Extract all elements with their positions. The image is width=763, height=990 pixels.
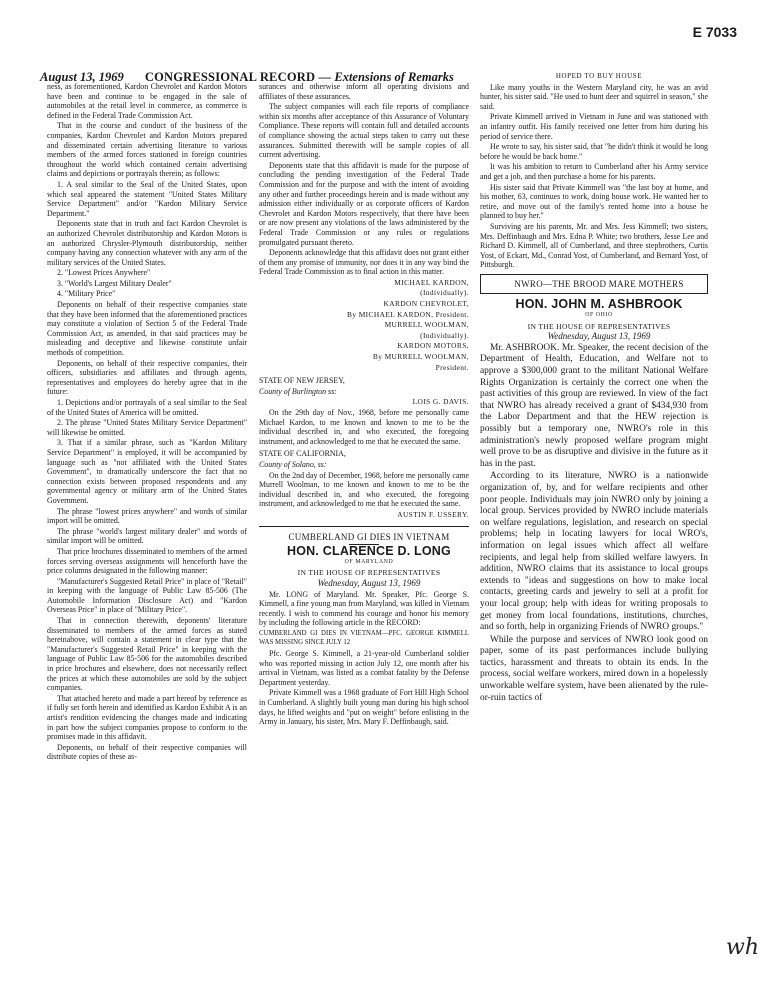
paragraph: On the 29th day of Nov., 1968, before me personally came Michael Kardon, to me known and known to me to be the individual described in, and who executed, the foregoing instrument, and acknowledged to me that he executed the same.: [259, 408, 469, 446]
state-line: STATE OF CALIFORNIA,: [259, 449, 346, 459]
paragraph: The subject companies will each file reports of compliance within six months after acceptance of this Assurance of Voluntary Compliance. These reports will contain full and detailed accounts of compliance showing the actual steps taken to carry out these assurances. Submitted therewith will be sample copies of all current advertising.: [259, 102, 469, 160]
state-line: STATE OF NEW JERSEY,: [259, 376, 345, 386]
paragraph: 4. "Military Price": [57, 289, 116, 299]
signature-line: By MICHAEL KARDON, President.: [347, 309, 469, 319]
paragraph: Deponents acknowledge that this affidavit does not grant either of them any promise of immunity, nor does it in any way bind the Federal Trade Commission as to final action in this matter.: [259, 248, 469, 277]
paragraph: 3. "World's Largest Military Dealer": [57, 278, 172, 288]
paragraph: On the 2nd day of December, 1968, before me personally came Murrell Woolman, to me known and known to me to be the individual described in, and who executed, the foregoing instrument, and acknowledged to me that he executed the same.: [259, 470, 469, 509]
column-2: [259, 82, 469, 942]
signature-line: (Individually).: [420, 288, 469, 298]
header-date: August 13, 1969: [40, 70, 124, 84]
signature-line: KARDON MOTORS,: [397, 341, 469, 351]
county-line: County of Solano, ss:: [259, 459, 327, 469]
paragraph: 1. Depictions and/or portrayals of a seal similar to the Seal of the United States of America will be omitted.: [47, 398, 247, 417]
paragraph: The phrase "lowest prices anywhere" and words of similar import will be omitted.: [47, 506, 247, 526]
paragraph: 3. That if a similar phrase, such as "Kardon Military Service Department" is employed, it will be accompanied by language such as "not affiliated with the United States Government", to dramatically underscore the fact that no connection exists between proposed respondents and any governmental agency or military arm of the United States Government.: [47, 438, 247, 505]
signature-line: KARDON CHEVROLET,: [383, 299, 469, 309]
signature-line: MURRELL WOOLMAN,: [384, 320, 469, 330]
subhead: HOPED TO BUY HOUSE: [555, 72, 643, 80]
paragraph: "Manufacturer's Suggested Retail Price" in place of "Retail" in keeping with the language of Public Law 85-506 (The Automobile Information Disclosure Act) and "Kardon Overseas Price" in place of "Military Price".: [47, 576, 247, 615]
paragraph: That price brochures disseminated to members of the armed forces serving overseas assignments will henceforth have the price columns designated in the following manner:: [47, 546, 247, 576]
paragraph: ness, as forementioned, Kardon Chevrolet and Kardon Motors have been and continue to be engaged in the sale of automobiles at the retail level in commerce, as commerce is defined in the Federal Trade Commission Act.: [47, 82, 247, 120]
paragraph: Private Kimmell arrived in Vietnam in June and was stationed with an infantry outfit. His family received one letter from him during his period of service there.: [480, 112, 708, 141]
signature-line: (Individually).: [420, 330, 469, 340]
page-number: E 7033: [692, 24, 737, 40]
section-title: CUMBERLAND GI DIES IN VIETNAM: [288, 531, 450, 542]
paragraph: While the purpose and services of NWRO look good on paper, some of its past performances include bullying tactics, harassment and threats to obtain its ends. In the process, social welfare workers, mired down in a hopelessly unworkable welfare system, have been alienated by the rule-or-ruin tactics of: [480, 634, 708, 703]
member-name: HON. JOHN M. ASHBROOK: [515, 297, 683, 312]
signature-line: President.: [435, 362, 469, 372]
paragraph: He wrote to say, his sister said, that "he didn't think it would be long before he would be back home.": [480, 142, 708, 161]
paragraph: According to its literature, NWRO is a nationwide organization of, by, and for welfare recipients and other poor people. Individuals may join NWRO only by joining a local group. Services provided by NWRO include materials on welfare regulations, legislation, and research on special problems; help in locating lawyers for local WRO's, information on legal issues which affect all welfare recipients, and legal help from skilled welfare lawyers. In addition, NWRO claims that its assistance to local groups extends to "ideas and suggestions on how to make local contacts, greeting cards and jewelry to sell at a profit for your local group; help with ideas for writing proposals to get money from local foundations, institutions, churches, and so forth, help in organizing Friends of NWRO groups.": [480, 471, 708, 633]
header-subtitle: Extensions of Remarks: [334, 70, 454, 84]
signature-line: MICHAEL KARDON,: [394, 277, 469, 287]
paragraph: That in the course and conduct of the business of the companies, Kardon Chevrolet and Kardon Motors prepared and disseminated certain advertising literature to various members of the armed forces stationed in foreign countries throughout the world which contained certain advertising claims and depictions or portrayals therein; as follows:: [47, 121, 247, 179]
paragraph: Deponents, on behalf of their respective companies, their officers, subsidiaries and affiliates and through agents, representatives and employees do hereby agree that in the future:: [47, 358, 247, 397]
signature-block: [259, 278, 469, 372]
paragraph: 1. A seal similar to the Seal of the United States, upon which seal appeared the statement "United States Military Service Department" and/or "Kardon Military Service Department.": [47, 179, 247, 218]
paragraph: Deponents on behalf of their respective companies state that they have been informed that the aforementioned practices may constitute a violation of Section 5 of the Federal Trade Commission Act, as amended, in that said practices may be misleading and deceptive and likewise constitute unfair methods of competition.: [47, 300, 247, 358]
member-name: HON. CLARENCE D. LONG: [287, 544, 451, 559]
column-1: [47, 82, 247, 942]
section-title: NWRO—THE BROOD MARE MOTHERS: [514, 278, 684, 289]
session-date: Wednesday, August 13, 1969: [317, 577, 421, 588]
paragraph: surances and otherwise inform all operating divisions and affiliates of these assurances.: [259, 82, 469, 101]
header-title: CONGRESSIONAL RECORD —: [144, 70, 332, 84]
paragraph: Deponents state that in truth and fact Kardon Chevrolet is an authorized Chevrolet distributorship and Kardon Motors is an authorized Chrysler-Plymouth distributorship, neither company having any connection whatever with any arm of the military services of the United States.: [47, 219, 247, 267]
signature-line: By MURRELL WOOLMAN,: [372, 352, 469, 362]
session-date: Wednesday, August 13, 1969: [547, 331, 651, 342]
paragraph: It was his ambition to return to Cumberland after his Army service and get a job, and then purchase a home for his parents.: [480, 162, 708, 181]
member-state: OF MARYLAND: [344, 558, 394, 565]
paragraph: 2. The phrase "United States Military Service Department" will likewise be omitted.: [47, 418, 247, 437]
section-title-box: [480, 274, 708, 295]
notary-name: AUSTIN F. USSERY.: [397, 509, 469, 519]
paragraph: Deponents, on behalf of their respective companies will distribute copies of these as-: [47, 742, 247, 762]
paragraph: That in connection therewith, deponents' literature disseminated to members of the armed forces as stated hereinabove, will contain a statement in clear type that the "Manufacturer's Suggested Retail Price" in keeping with the language of Public Law 85-506 for the automobiles described in price brochures and elsewhere, does not necessarily reflect the prices at which these automobiles are sold by the subject companies.: [47, 616, 247, 693]
paragraph: His sister said that Private Kimmell was "the last boy at home, and his mother, 63, continues to work, doing house work. He wanted her to retire, and move out of the family's rented home into a house he planned to buy her.": [480, 182, 708, 221]
handwritten-mark: wh: [726, 935, 759, 960]
paragraph: 2. "Lowest Prices Anywhere": [57, 268, 151, 278]
paragraph: Deponents state that this affidavit is made for the purpose of concluding the pending investigation of the Federal Trade Commission and for the purpose and with the intent of avoiding any other and further proceedings herein and is made without any admission either individually or as corporate officers of Kardon Chevrolet and Kardon Motors respectively, that there have been or are now present any violations of the laws administered by the Federal Trade Commission or any rules or regulations promulgated pursuant thereto.: [259, 160, 469, 247]
article-headline: CUMBERLAND GI DIES IN VIETNAM—PFC. GEORGE KIMMELL WAS MISSING SINCE JULY 12: [259, 629, 469, 647]
chamber: IN THE HOUSE OF REPRESENTATIVES: [297, 568, 441, 578]
paragraph: Surviving are his parents, Mr. and Mrs. Jess Kimmell; two sisters, Mrs. Deffinbaugh and Mrs. Edna P. White; two brothers, Jesse Lee and Richard D. Kimmell, all of Cumberland, and three stepbrothers, Curtis Yost, of Eckart, Md., Conrad Yost, of Cumberland, and Bernard Yost, of Pittsburgh.: [480, 221, 708, 270]
section-divider: [259, 526, 469, 527]
chamber: IN THE HOUSE OF REPRESENTATIVES: [527, 321, 671, 331]
paragraph: Mr. ASHBROOK. Mr. Speaker, the recent decision of the Department of Health, Education, and Welfare not to approve a $300,000 grant to the militant National Welfare Rights Organization is certainly the correct one when the past activities of this group are reviewed. In view of the fact that NWRO has already received a grant of $434,930 from the Labor Department and that the HEW rejection is possibly but a temporary one, NWRO's role in this administration's newly proposed welfare program might well prove to be as disruptive and divisive in the future as it has in the past.: [480, 342, 708, 469]
paragraph: Like many youths in the Western Maryland city, he was an avid hunter, his sister said. "He used to hunt deer and squirrel in season," she said.: [480, 82, 708, 111]
column-3: [480, 72, 708, 932]
paragraph: Private Kimmell was a 1968 graduate of Fort Hill High School in Cumberland. A slightly built young man during his high school days, he lifted weights and "put on weight" before enlisting in the Army in January, his sister, Mrs. Mary F. Deffinbaugh, said.: [259, 688, 469, 727]
paragraph: Pfc. George S. Kimmell, a 21-year-old Cumberland soldier who was reported missing in action July 12, one month after his arrival in Vietnam, was listed as a combat fatality by the Defense Department yesterday.: [259, 649, 469, 687]
paragraph: The phrase "world's largest military dealer" and words of similar import will be omitted.: [47, 526, 247, 546]
member-state: OF OHIO: [585, 312, 613, 319]
paragraph: Mr. LONG of Maryland. Mr. Speaker, Pfc. George S. Kimmell, a fine young man from Maryland, was killed in Vietnam recently. I wish to commend his courage and honor his memory by including the following article in the RECORD:: [259, 589, 469, 628]
paragraph: That attached hereto and made a part hereof by reference as if fully set forth herein and identified as Kardon Exhibit A is an artist's rendition evidencing the changes made and indicating in part how the subject companies propose to conform to the promises made in this affidavit.: [47, 693, 247, 742]
notary-name: LOIS G. DAVIS.: [412, 397, 469, 407]
county-line: County of Burlington ss:: [259, 386, 337, 396]
